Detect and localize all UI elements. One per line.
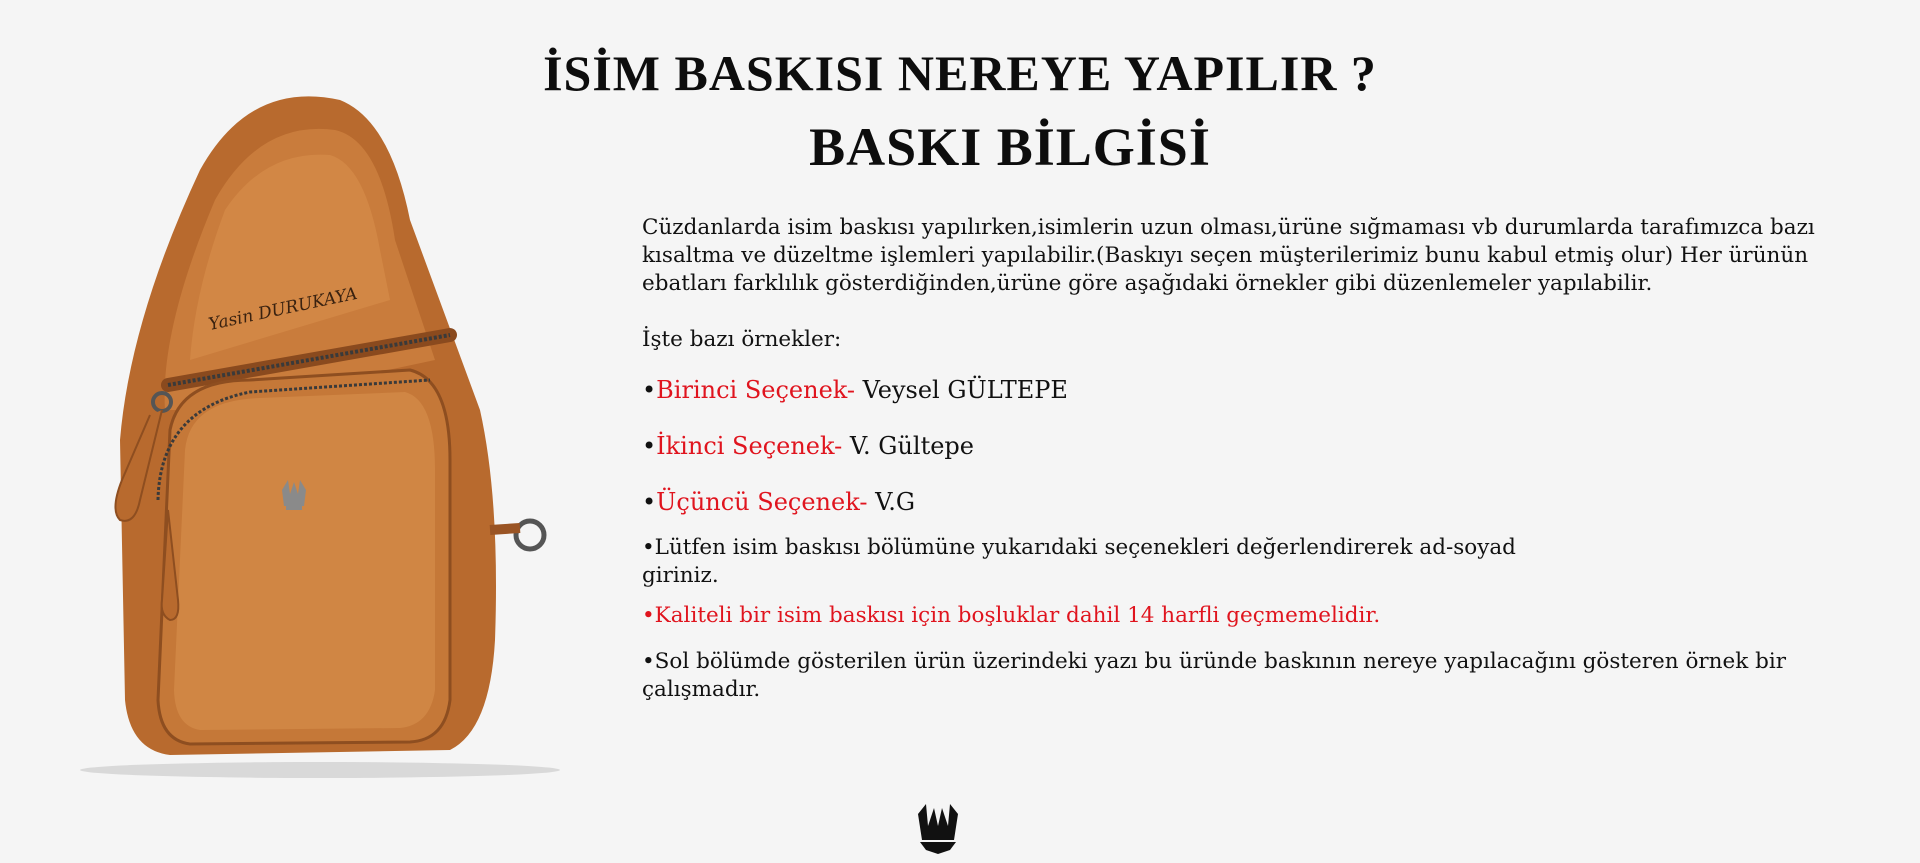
option-first [642, 374, 1872, 406]
product-image [50, 80, 570, 780]
sample-print-note: •Sol bölümde gösterilen ürün üzerindeki yazı bu üründe baskının nereye yapılacağını gösteren örnek bir çalışmadır. [642, 649, 1787, 702]
trident-logo-icon [916, 804, 960, 854]
option-label: İkinci Seçenek- [656, 432, 843, 460]
character-limit-note: •Kaliteli bir isim baskısı için boşluklar dahil 14 harfli geçmemelidir. [642, 603, 1381, 628]
option-third [642, 486, 1872, 518]
option-value: Veysel GÜLTEPE [855, 376, 1068, 404]
examples-heading: İşte bazı örnekler: [642, 327, 842, 352]
bullet: • [642, 376, 657, 404]
bullet: • [642, 432, 657, 460]
engraving-text: Yasin DURUKAYA [206, 283, 360, 335]
sling-bag-illustration [50, 80, 570, 780]
option-label: Birinci Seçenek- [656, 376, 855, 404]
bullet: • [642, 488, 657, 516]
page-title: İSİM BASKISI NEREYE YAPILIR ? [543, 45, 1377, 101]
name-entry-note: •Lütfen isim baskısı bölümüne yukarıdaki seçenekleri değerlendirerek ad-soyad giriniz. [642, 535, 1516, 588]
page-subtitle: BASKI BİLGİSİ [809, 117, 1211, 177]
print-info [642, 214, 1872, 704]
option-value: V.G [867, 488, 916, 516]
intro-paragraph: Cüzdanlarda isim baskısı yapılırken,isimlerin uzun olması,ürüne sığmaması vb durumlarda tarafımızca bazı kısaltma ve düzeltme işlemleri yapılabilir.(Baskıyı seçen müşterilerimiz bunu kabul etmiş olur) Her ürünün ebatları farklılık gösterdiğinden,ürüne göre aşağıdaki örnekler gibi düzenlemeler yapılabilir. [642, 215, 1815, 296]
option-value: V. Gültepe [842, 432, 974, 460]
option-second [642, 430, 1872, 462]
option-label: Üçüncü Seçenek- [656, 488, 868, 516]
